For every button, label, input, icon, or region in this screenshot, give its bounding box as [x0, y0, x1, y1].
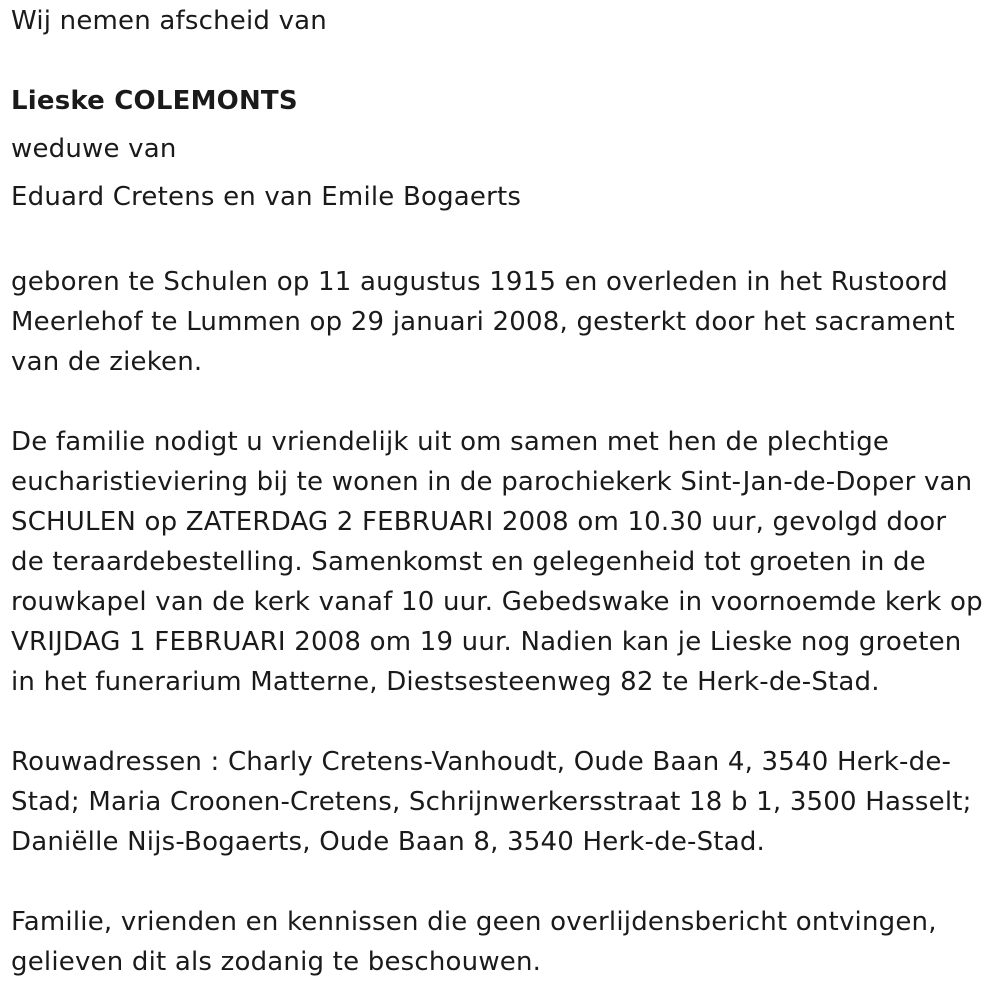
widow-of-label: weduwe van [11, 134, 177, 164]
intro-text: Wij nemen afscheid van [11, 6, 327, 36]
invitation-paragraph: De familie nodigt u vriendelijk uit om samen met hen de plechtige eucharistieviering bij te wonen in de parochiekerk Sint-Jan-de-Doper van SCHULEN op ZATERDAG 2 FEBRUARI 2008 om 10.30 uur, gevolgd door de teraardebestelling. Samenkomst en gelegenheid tot groeten in de rouwkapel van de kerk vanaf 10 uur. Gebedswake in voornoemde kerk op VRIJDAG 1 FEBRUARI 2008 om 19 uur. Nadien kan je Lieske nog groeten in het funerarium Matterne, Diestsesteenweg 82 te Herk-de-Stad. [11, 427, 983, 697]
closing-paragraph: Familie, vrienden en kennissen die geen overlijdensbericht ontvingen, gelieven dit als zodanig te beschouwen. [11, 907, 937, 977]
addresses-paragraph: Rouwadressen : Charly Cretens-Vanhoudt, Oude Baan 4, 3540 Herk-de-Stad; Maria Croonen-Cretens, Schrijnwerkersstraat 18 b 1, 3500 Hasselt; Daniëlle Nijs-Bogaerts, Oude Baan 8, 3540 Herk-de-Stad. [11, 747, 972, 857]
deceased-name: Lieske COLEMONTS [11, 86, 298, 116]
spouses-text: Eduard Cretens en van Emile Bogaerts [11, 182, 522, 212]
birth-death-paragraph: geboren te Schulen op 11 augustus 1915 en overleden in het Rustoord Meerlehof te Lummen op 29 januari 2008, gesterkt door het sacrament van de zieken. [11, 267, 955, 377]
